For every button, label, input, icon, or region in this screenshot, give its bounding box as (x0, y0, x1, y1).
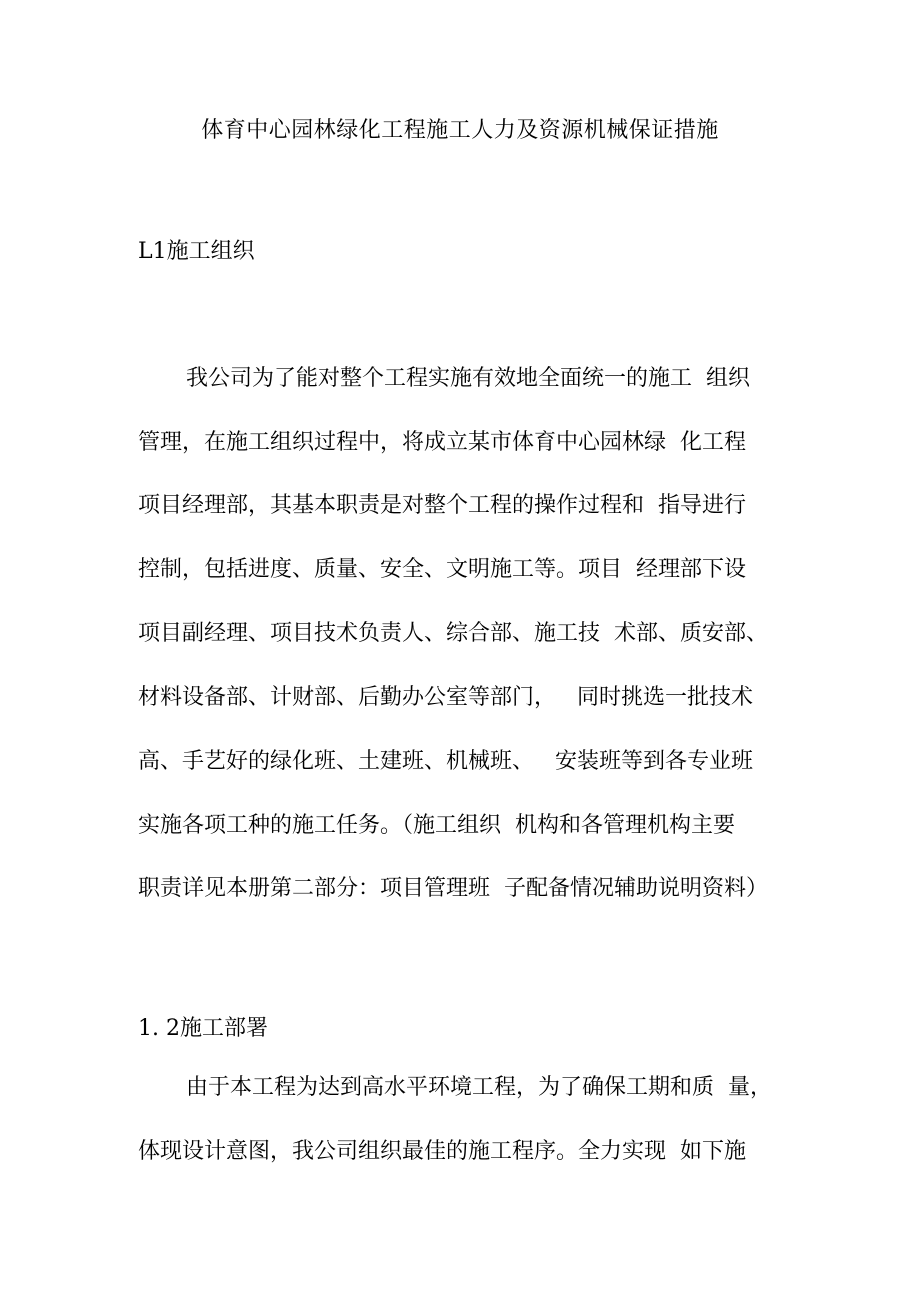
section-heading-construction-organization: L1施工组织 (138, 239, 255, 264)
paragraph-line: 高、手艺好的绿化班、土建班、机械班、 安装班等到各专业班 (138, 749, 753, 774)
paragraph-line: 体现设计意图，我公司组织最佳的施工程序。全力实现 如下施 (138, 1139, 746, 1164)
paragraph-line: 控制，包括进度、质量、安全、文明施工等。项目 经理部下设 (138, 557, 746, 582)
paragraph-line: 材料设备部、计财部、后勤办公室等部门， 同时挑选一批技术 (138, 685, 753, 710)
paragraph-line: 由于本工程为达到高水平环境工程，为了确保工期和质 量， (186, 1075, 772, 1100)
section-heading-construction-deployment: 1. 2施工部署 (138, 1016, 268, 1041)
paragraph-line: 职责详见本册第二部分：项目管理班 子配备情况辅助说明资料） (138, 876, 768, 901)
paragraph-line: 我公司为了能对整个工程实施有效地全面统一的施工 组织 (186, 366, 750, 391)
paragraph-line: 管理，在施工组织过程中，将成立某市体育中心园林绿 化工程 (138, 430, 746, 455)
paragraph-line: 项目经理部，其基本职责是对整个工程的操作过程和 指导进行 (138, 493, 746, 518)
paragraph-line: 实施各项工种的施工任务。（施工组织 机构和各管理机构主要 (138, 813, 735, 838)
paragraph-line: 项目副经理、项目技术负责人、综合部、施工技 术部、质安部、 (138, 621, 768, 646)
document-title: 体育中心园林绿化工程施工人力及资源机械保证措施 (201, 118, 719, 143)
